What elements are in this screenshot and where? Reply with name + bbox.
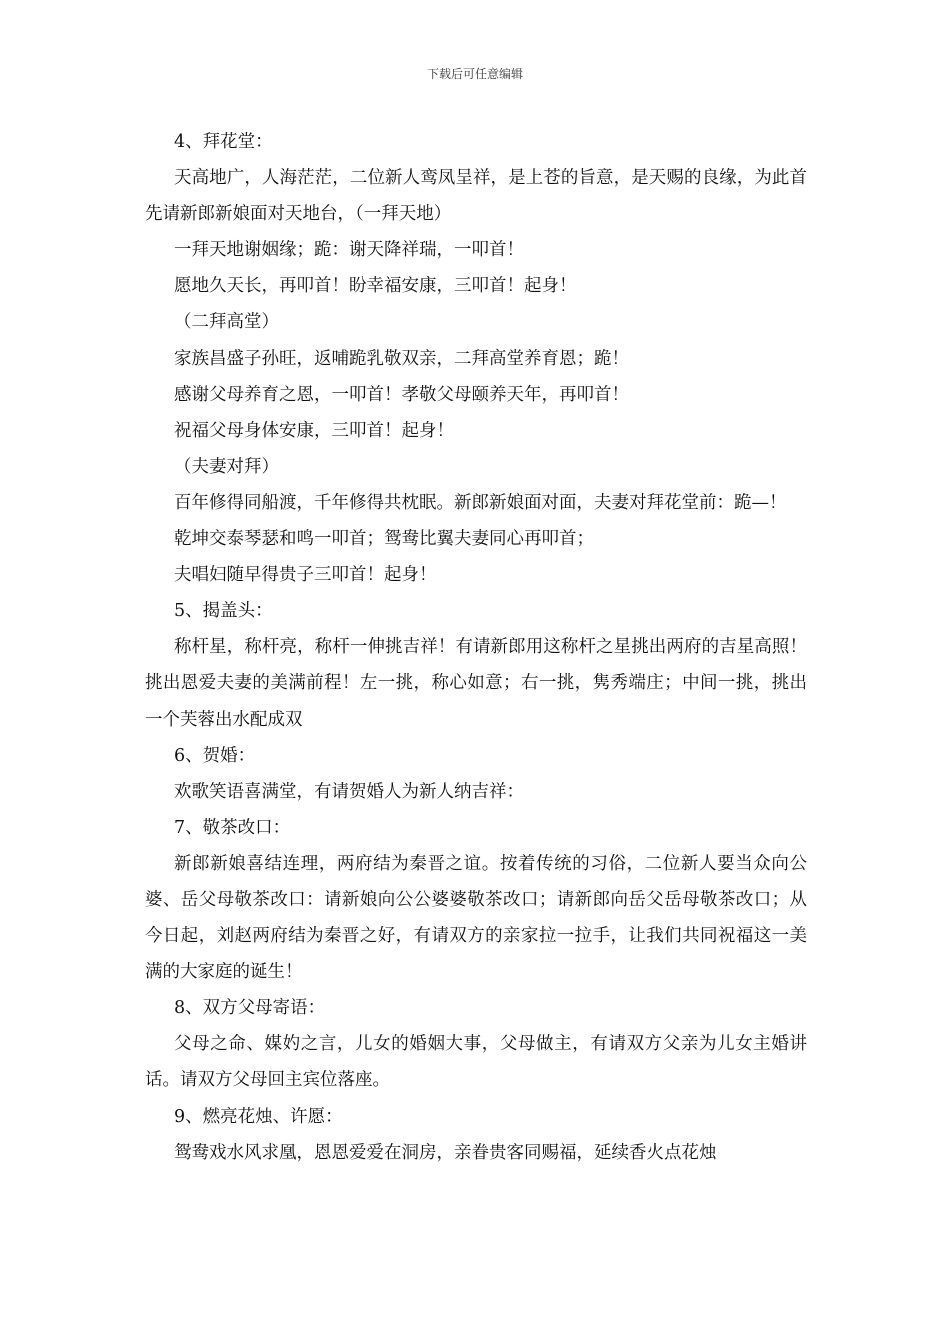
sub-heading: （二拜高堂） [174,312,279,333]
page-header: 下载后可任意编辑 [426,67,523,81]
paragraph: 欢歌笑语喜满堂，有请贺婚人为新人纳吉祥： [174,781,524,802]
paragraph: 乾坤交泰琴瑟和鸣一叩首；鸳鸯比翼夫妻同心再叩首； [174,529,594,550]
paragraph: 夫唱妇随早得贵子三叩首！起身！ [174,565,437,586]
paragraph: 天高地广，人海茫茫，二位新人鸾凤呈祥，是上苍的旨意，是天赐的良缘，为此首先请新郎新娘面对天地台，（一拜天地） [145,168,807,225]
paragraph: 百年修得同船渡，千年修得共枕眠。新郎新娘面对面，夫妻对拜花堂前：跪—！ [174,492,787,513]
section-heading-4: 4、拜花堂： [174,132,273,152]
paragraph: 一拜天地谢姻缘；跪：谢天降祥瑞，一叩首！ [174,240,524,261]
paragraph: 父母之命、媒妁之言，儿女的婚姻大事，父母做主，有请双方父亲为儿女主婚讲话。请双方父母回主宾位落座。 [145,1034,807,1091]
section-heading-9: 9、燃亮花烛、许愿： [174,1106,343,1127]
paragraph: 家族昌盛子孙旺，返哺跪乳敬双亲，二拜高堂养育恩；跪！ [174,348,629,369]
paragraph: 愿地久天长，再叩首！盼幸福安康，三叩首！起身！ [174,276,577,297]
paragraph: 称杆星，称杆亮，称杆一伸挑吉祥！有请新郎用这称杆之星挑出两府的吉星高照！挑出恩爱夫妻的美满前程！左一挑，称心如意；右一挑，隽秀端庄；中间一挑，挑出一个芙蓉出水配成双 [145,637,807,730]
paragraph: 祝福父母身体安康，三叩首！起身！ [174,420,454,441]
section-heading-8: 8、双方父母寄语： [174,998,326,1019]
sub-heading: （夫妻对拜） [174,456,279,477]
section-heading-6: 6、贺婚： [174,745,256,766]
paragraph: 感谢父母养育之恩，一叩首！孝敬父母颐养天年，再叩首！ [174,384,629,405]
section-heading-5: 5、揭盖头： [174,601,273,622]
paragraph: 鸳鸯戏水风求凰，恩恩爱爱在洞房，亲眷贵客同赐福，延续香火点花烛 [174,1142,717,1163]
paragraph: 新郎新娘喜结连理，两府结为秦晋之谊。按着传统的习俗，二位新人要当众向公婆、岳父母敬茶改口：请新娘向公公婆婆敬茶改口；请新郎向岳父岳母敬茶改口；从今日起，刘赵两府结为秦晋之好，有请双方的亲家拉一拉手，让我们共同祝福这一美满的大家庭的诞生！ [145,853,807,983]
section-heading-7: 7、敬茶改口： [174,817,291,838]
document-body [145,124,807,1171]
